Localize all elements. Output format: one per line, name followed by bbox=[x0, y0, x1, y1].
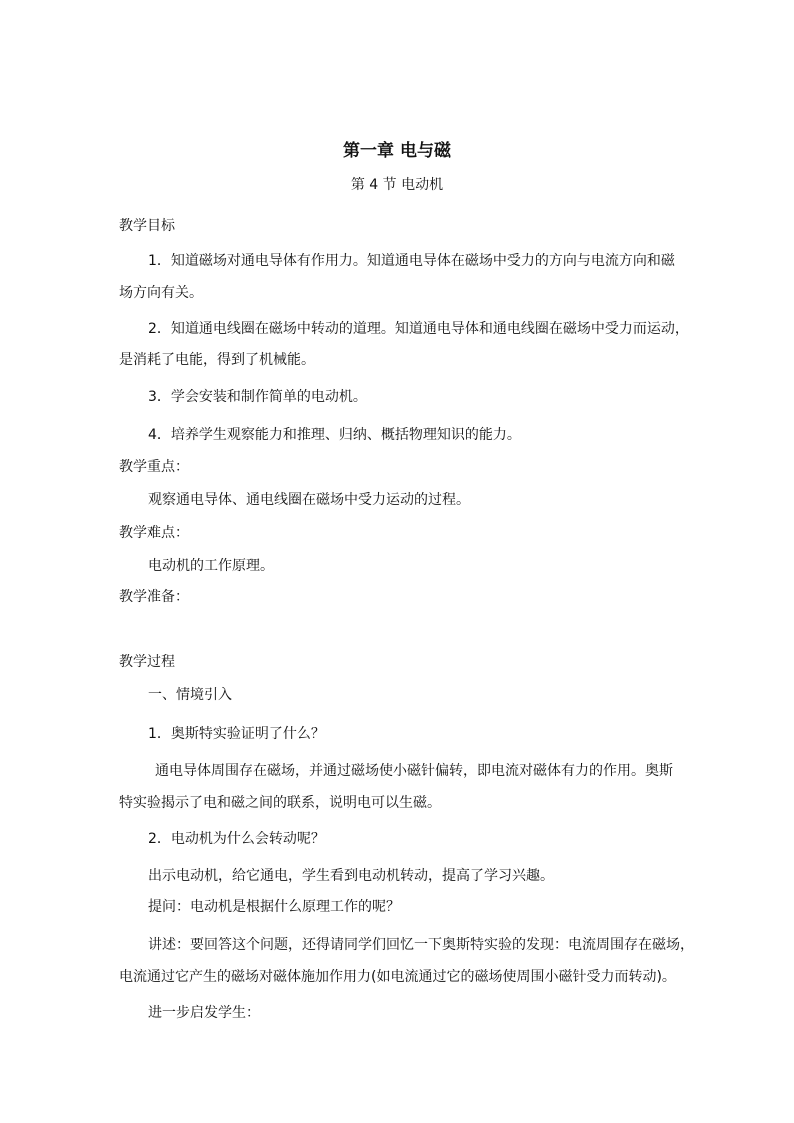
objective-1-line-1: 1．知道磁场对通电导体有作用力。知道通电导体在磁场中受力的方向与电流方向和磁 bbox=[148, 253, 675, 269]
section-title: 第 4 节 电动机 bbox=[350, 177, 444, 193]
process-answer-1-line-1: 通电导体周围存在磁场，并通过磁场使小磁针偏转，即电流对磁体有力的作用。奥斯 bbox=[155, 763, 673, 779]
process-question-2: 2．电动机为什么会转动呢？ bbox=[148, 831, 325, 847]
process-paragraph-4: 进一步启发学生： bbox=[148, 1005, 260, 1021]
difficult-points-heading: 教学难点： bbox=[119, 525, 189, 541]
process-answer-1-line-2: 特实验揭示了电和磁之间的联系，说明电可以生磁。 bbox=[119, 795, 441, 811]
objective-3: 3．学会安装和制作简单的电动机。 bbox=[148, 389, 367, 405]
objective-4: 4．培养学生观察能力和推理、归纳、概括物理知识的能力。 bbox=[148, 427, 521, 443]
process-paragraph-2: 提问：电动机是根据什么原理工作的呢？ bbox=[148, 899, 400, 915]
preparation-heading: 教学准备： bbox=[119, 589, 189, 605]
objectives-heading: 教学目标 bbox=[119, 218, 175, 234]
objective-2-line-1: 2．知道通电线圈在磁场中转动的道理。知道通电导体和通电线圈在磁场中受力而运动， bbox=[148, 321, 689, 337]
objective-2-line-2: 是消耗了电能，得到了机械能。 bbox=[119, 352, 315, 368]
key-points-content: 观察通电导体、通电线圈在磁场中受力运动的过程。 bbox=[148, 492, 470, 508]
process-paragraph-3-line-2: 电流通过它产生的磁场对磁体施加作用力(如电流通过它的磁场使周围小磁针受力而转动)。 bbox=[119, 969, 676, 985]
process-paragraph-3-line-1: 讲述：要回答这个问题，还得请同学们回忆一下奥斯特实验的发现：电流周围存在磁场， bbox=[148, 937, 694, 953]
difficult-points-content: 电动机的工作原理。 bbox=[148, 558, 274, 574]
key-points-heading: 教学重点： bbox=[119, 459, 189, 475]
process-heading: 教学过程 bbox=[119, 654, 175, 670]
process-section-1: 一、情境引入 bbox=[148, 687, 232, 703]
process-paragraph-1: 出示电动机，给它通电，学生看到电动机转动，提高了学习兴趣。 bbox=[148, 868, 554, 884]
objective-1-line-2: 场方向有关。 bbox=[119, 285, 203, 301]
process-question-1: 1．奥斯特实验证明了什么？ bbox=[148, 726, 325, 742]
chapter-title: 第一章 电与磁 bbox=[343, 141, 451, 161]
